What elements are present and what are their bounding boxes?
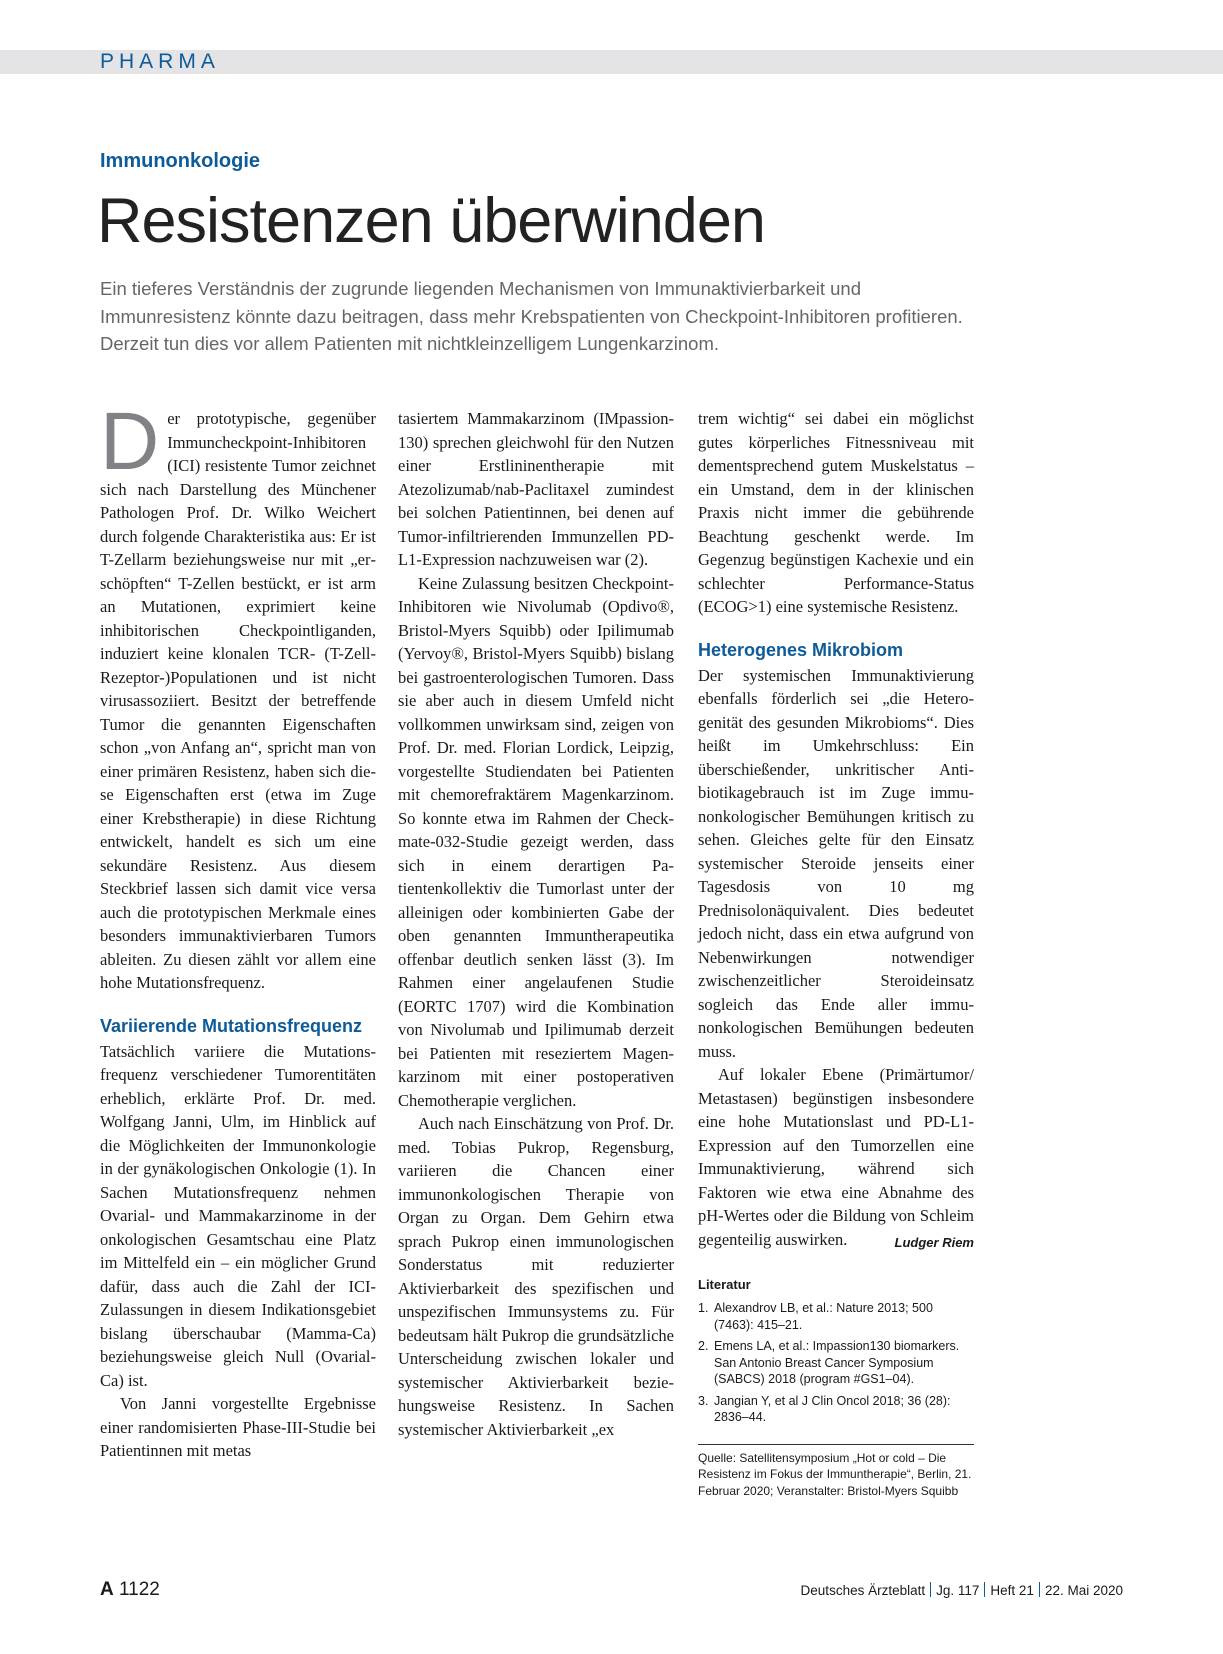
paragraph: Tatsächlich variiere die Mutationsfrequenz verschiedener Tumorentitäten erheblich, erklärte Prof. Dr. med. Wolfgang Janni, Ulm, im Hinblick auf die Möglichkeiten der Immunonkologie in der gynäkologischen Onkologie (1). In Sachen Mutationsfrequenz nehmen Ovarial- und Mammakarzinome in der onkologischen Gesamtschau eine Platz im Mittelfeld ein – ein möglicher Grund dafür, dass auch die Zahl der ICI-Zulassungen in diesem Indikationsgebiet bislang überschaubar (Mamma-Ca) beziehungsweise gleich Null (Ovarial-Ca) ist.: [100, 1041, 376, 1390]
literature-number: 2.: [698, 1339, 709, 1353]
page-number: [100, 1578, 160, 1602]
paragraph: er prototypische, gegenüber Immuncheckpoint-Inhibitoren (ICI) resistente Tumor zeichnet sich nach Darstellung des Münchener Pathologen Prof. Dr. Wilko Weichert durch folgende Charakteristika aus: Er ist T-Zellarm beziehungsweise nur mit „erschöpften“ T-Zellen bestückt, er ist arm an Mutationen, exprimiert keine inhibitorischen Checkpointliganden, induziert keine klonalen TCR- (T-Zell-Rezeptor-)Populationen und ist nicht virusassoziiert. Besitzt der betreffende Tumor die genannten Eigenschaften schon „von Anfang an“, spricht man von einer primären Resistenz, haben sich diese Eigenschaften erst (etwa im Zuge einer Krebstherapie) in diese Richtung entwickelt, handelt es sich um eine sekundäre Resistenz. Aus diesem Steckbrief lassen sich damit vice versa auch die prototypischen Merkmale eines besonders immunaktivierbaren Tumors ableiten. Zu diesen zählt vor allem eine hohe Mutationsfrequenz.: [100, 409, 376, 992]
source-note: Quelle: Satellitensymposium „Hot or cold – Die Resistenz im Fokus der Immuntherapie“, Berlin, 21. Februar 2020; Veranstalter: Bristol-Myers Squibb: [698, 1444, 974, 1500]
drop-cap: D: [100, 396, 160, 487]
journal-volume: Jg. 117: [936, 1583, 980, 1598]
paragraph: tasiertem Mammakarzinom (IMpassion-130) sprechen gleichwohl für den Nutzen einer Erstlininentherapie mit Atezolizumab/nab-Paclitaxel zumindest bei solchen Patientinnen, bei denen auf Tumor-infiltrierenden Immunzellen PD-L1-Expression nachzuweisen war (2).: [398, 409, 674, 569]
paragraph-text: Auf lokaler Ebene (Primärtumor/ Metastasen) begünstigen insbesondere eine hohe Mutationslast und PD-L1-Expression auf den Tumorzellen eine Immunaktivierung, während sich Faktoren wie etwa eine Abnahme des pH-Wertes oder die Bildung von Schleim gegenteilig auswirken.: [698, 1065, 974, 1249]
literature-text: Jangian Y, et al J Clin Oncol 2018; 36 (28): 2836–44.: [714, 1393, 951, 1424]
journal-footer: [801, 1582, 1123, 1600]
article-column-1: [100, 396, 376, 1463]
paragraph: Von Janni vorgestellte Ergebnisse einer randomisierten Phase-III-Studie bei Patientinnen mit metas: [100, 1394, 376, 1460]
subheading: Variierende Mutationsfrequenz: [100, 1015, 363, 1036]
literature-item: [698, 1393, 974, 1426]
paragraph: Keine Zulassung besitzen Checkpoint-Inhibitoren wie Nivolumab (Opdivo®, Bristol-Myers Squibb) oder Ipilimumab (Yervoy®, Bristol-Myers Squibb) bislang bei gastroenterologischen Tumoren. Dass sie aber auch in diesem Umfeld nicht vollkommen unwirksam sind, zeigen von Prof. Dr. med. Florian Lordick, Leipzig, vorgestellte Studiendaten bei Patienten mit chemorefraktärem Magenkarzinom. So konnte etwa im Rahmen der Checkmate-032-Studie gezeigt werden, dass sich in einem derartigen Patientenkollektiv die Tumorlast unter der alleinigen oder kombinierten Gabe der oben genannten Immuntherapeutika offenbar deutlich senken lässt (3). Im Rahmen einer angelaufenen Studie (EORTC 1707) wird die Kombination von Nivolumab und Ipilimumab derzeit bei Patienten mit reseziertem Magenkarzinom mit einer postoperativen Chemotherapie verglichen.: [398, 573, 674, 1110]
literature-text: Emens LA, et al.: Impassion130 biomarkers. San Antonio Breast Cancer Symposium (SABCS) 2018 (program #GS1–04).: [714, 1339, 960, 1386]
article-column-2: [398, 407, 674, 1441]
literature-number: 3.: [698, 1393, 709, 1408]
literature-number: 1.: [698, 1301, 709, 1315]
journal-issue: Heft 21: [990, 1583, 1034, 1598]
literature-list: [698, 1300, 974, 1426]
journal-name: Deutsches Ärzteblatt: [800, 1583, 926, 1598]
footer-separator: [984, 1582, 985, 1597]
paragraph: [698, 1063, 974, 1251]
author-byline: Ludger Riem: [894, 1234, 974, 1250]
paragraph: Auch nach Einschätzung von Prof. Dr. med. Tobias Pukrop, Regensburg, variieren die Chancen einer immunonkologischen Therapie von Organ zu Organ. Dem Gehirn etwa sprach Pukrop einen immunologischen Sonderstatus mit reduzierter Aktivierbarkeit des spezifischen und unspezifischen Immunsystems zu. Für bedeutsam hält Pukrop die grundsätzliche Unterscheidung zwischen lokaler und systemischer Aktivierbarkeit beziehungsweise Resistenz. In Sachen systemischer Aktivierbarkeit „ex: [398, 1114, 674, 1439]
literature-text: Alexandrov LB, et al.: Nature 2013; 500 (7463): 415–21.: [714, 1301, 933, 1332]
paragraph: trem wichtig“ sei dabei ein möglichst gutes körperliches Fitnessniveau mit dementsprechend gutem Muskelstatus – ein Umstand, dem in der klinischen Praxis nicht immer die gebührende Beachtung geschenkt werde. Im Gegenzug begünstigen Kachexie und ein schlechter Performance-Status (ECOG>1) eine systemische Resistenz.: [698, 409, 974, 616]
footer-separator: [1039, 1582, 1040, 1597]
footer-separator: [930, 1582, 931, 1597]
section-label: PHARMA: [100, 50, 220, 73]
article-kicker: Immunonkologie: [100, 150, 260, 172]
journal-date: 22. Mai 2020: [1044, 1583, 1123, 1598]
paragraph: Der systemischen Immunaktivierung ebenfalls förderlich sei „die Heterogenität des gesunden Mikrobioms“. Dies heißt im Umkehrschluss: Ein überschießender, unkritischer Antibiotikagebrauch ist im Zuge immunonkologischer Bemühungen kritisch zu sehen. Gleiches gelte für den Einsatz systemischer Steroide jenseits einer Tagesdosis von 10 mg Prednisolonäquivalent. Dies bedeutet jedoch nicht, dass ein etwa aufgrund von Nebenwirkungen notwendiger zwischenzeitlicher Steroideinsatz sogleich das Ende aller immunonkologischen Bemühungen bedeuten muss.: [698, 665, 974, 1061]
page-prefix: A: [100, 1579, 114, 1600]
subheading: Heterogenes Mikrobiom: [698, 639, 904, 660]
article-title: Resistenzen überwinden: [97, 186, 765, 256]
page-number-value: 1122: [119, 1579, 160, 1600]
literature-item: [698, 1338, 974, 1388]
article-lead: Ein tieferes Verständnis der zugrunde liegenden Mechanismen von Immunaktivierbarkeit und Immunresistenz könnte dazu beitragen, dass mehr Krebspatienten von Checkpoint-Inhibitoren profitieren. Derzeit tun dies vor allem Patienten mit nichtkleinzelligem Lungenkarzinom.: [100, 278, 963, 354]
literature-heading: Literatur: [698, 1277, 751, 1292]
article-column-3: [698, 407, 974, 1499]
literature-item: [698, 1300, 974, 1333]
